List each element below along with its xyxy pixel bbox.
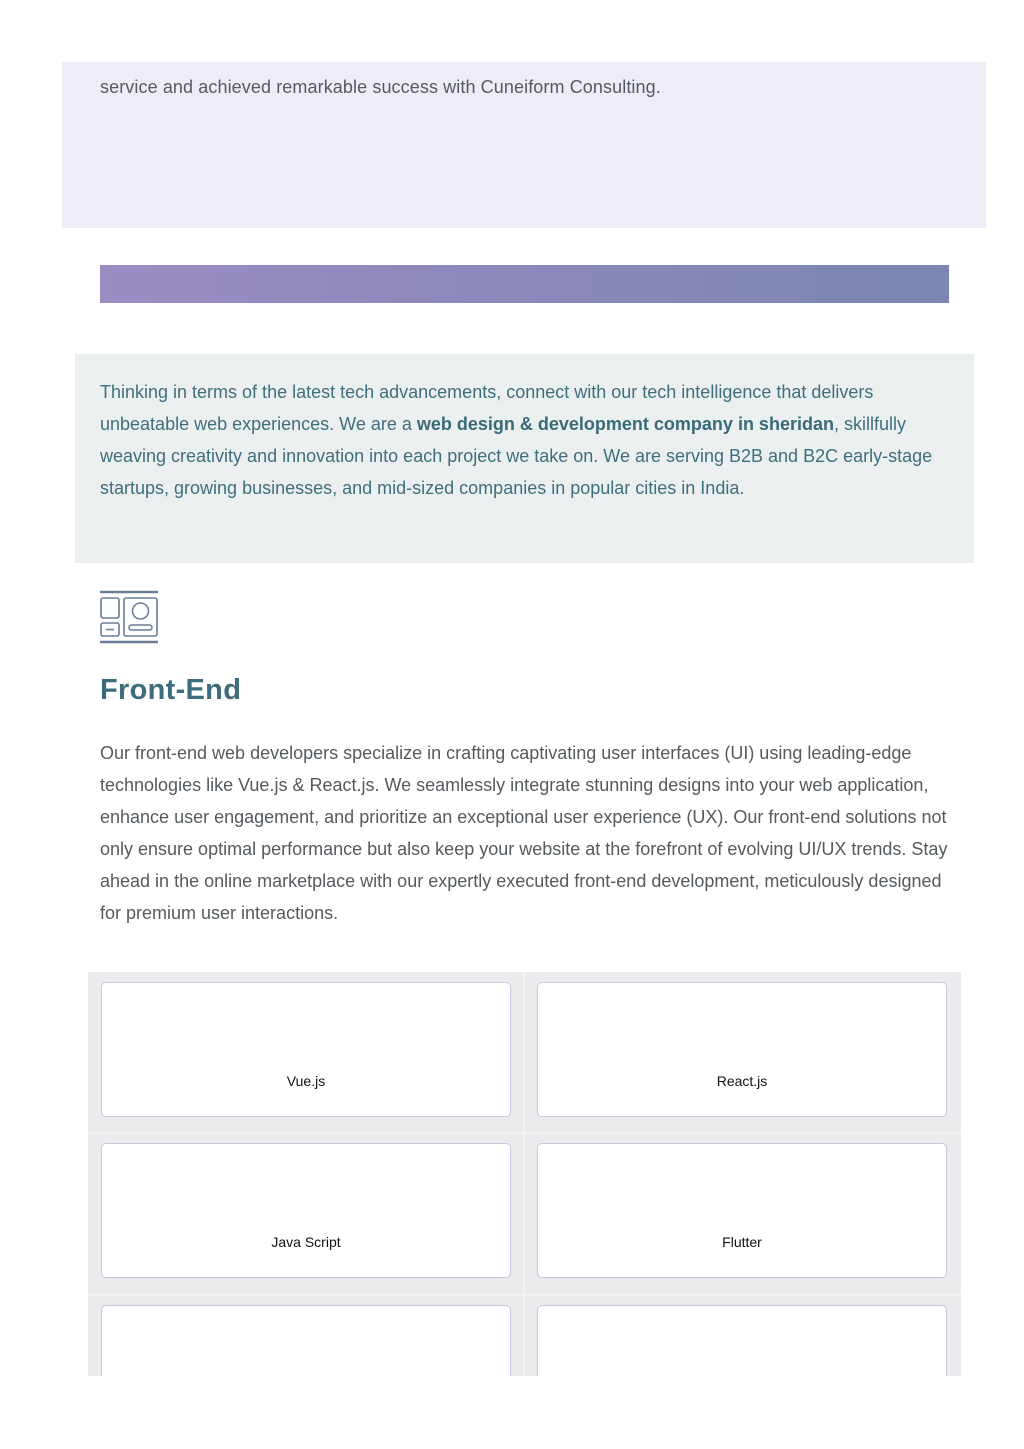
grid-divider (523, 972, 525, 1376)
tech-card-label: React.js (716, 1073, 768, 1089)
grid-divider (88, 1132, 961, 1134)
tech-card-flutter[interactable] (537, 1143, 947, 1278)
intro-text-start: Thinking in terms of the latest tech advancements, connect with our tech intelligence that delivers unbeatable web experiences. We are a (100, 382, 874, 434)
tech-card-reactjs[interactable] (537, 982, 947, 1117)
layout-icon (99, 590, 159, 644)
intro-text (100, 376, 949, 504)
testimonial-text: service and achieved remarkable success with Cuneiform Consulting. (100, 77, 661, 97)
tech-card-label: Java Script (271, 1234, 341, 1250)
gradient-divider-bar (100, 265, 949, 303)
tech-card-label: Flutter (722, 1234, 762, 1250)
intro-bold-link-text: web design & development company in sheridan (416, 414, 834, 434)
grid-divider (88, 1294, 961, 1296)
tech-card-javascript[interactable] (101, 1143, 511, 1278)
intro-text-end: , skillfully weaving creativity and innovation into each project we take on. We are serving B2B and B2C early-stage startups, growing businesses, and mid-sized companies in popular cities in India. (100, 414, 933, 498)
technology-grid (88, 972, 961, 1376)
testimonial-panel (62, 62, 986, 228)
intro-panel (75, 354, 974, 563)
tech-card-label: Vue.js (286, 1073, 326, 1089)
section-description: Our front-end web developers specialize in crafting captivating user interfaces (UI) using leading-edge technologies like Vue.js & React.js. We seamlessly integrate stunning designs into your web application, enhance user engagement, and prioritize an exceptional user experience (UX). Our front-end solutions not only ensure optimal performance but also keep your website at the forefront of evolving UI/UX trends. Stay ahead in the online marketplace with our expertly executed front-end development, meticulously designed for premium user interactions. (100, 743, 948, 923)
tech-card[interactable] (537, 1305, 947, 1376)
tech-card[interactable] (101, 1305, 511, 1376)
section-title: Front-End (100, 674, 242, 706)
tech-card-vuejs[interactable] (101, 982, 511, 1117)
